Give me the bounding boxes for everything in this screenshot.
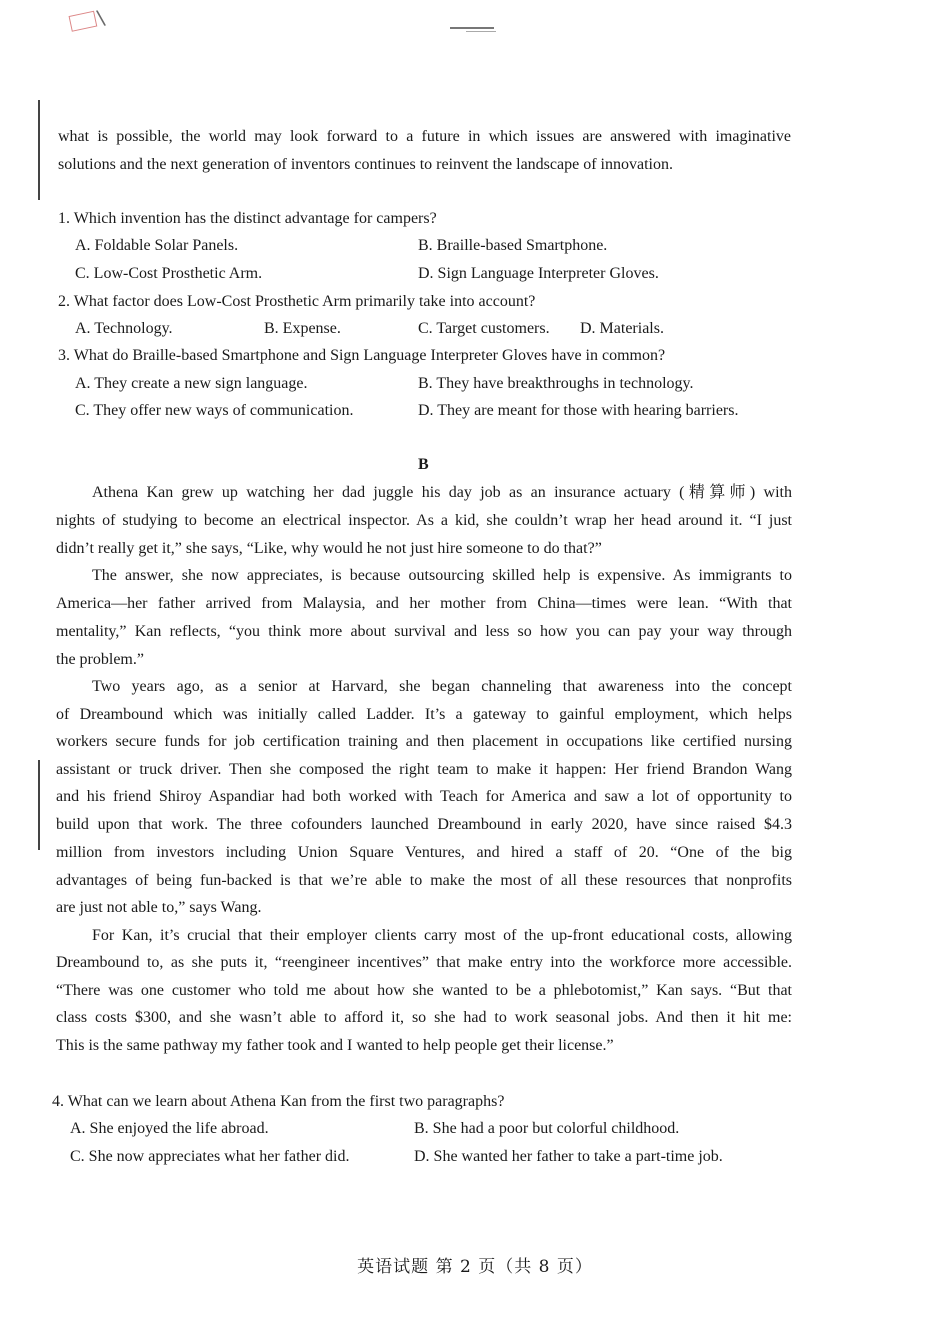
paragraph-line: For Kan, it’s crucial that their employer clients carry most of the up-front educational costs, allowing (92, 927, 792, 944)
paragraph-line: advantages of being fun-backed is that we’re able to make the most of all these resources that nonprofits (56, 872, 792, 889)
paragraph-line: Two years ago, as a senior at Harvard, she began channeling that awareness into the concept (92, 678, 792, 695)
answer-option: C. They offer new ways of communication. (75, 402, 354, 419)
top-mark (450, 27, 494, 29)
question-stem: 2. What factor does Low-Cost Prosthetic Arm primarily take into account? (58, 293, 536, 310)
paragraph-line: million from investors including Union Square Ventures, and hired a staff of 20. “One of the big (56, 844, 792, 861)
paragraph-line: nights of studying to become an electrical inspector. As a kid, she couldn’t wrap her head around it. “I just (56, 512, 792, 529)
answer-option: D. She wanted her father to take a part-time job. (414, 1148, 723, 1165)
answer-option: C. She now appreciates what her father did. (70, 1148, 350, 1165)
answer-option: B. They have breakthroughs in technology. (418, 375, 694, 392)
paragraph-line: America—her father arrived from Malaysia, and her mother from China—times were lean. “With that (56, 595, 792, 612)
answer-option: D. They are meant for those with hearing barriers. (418, 402, 739, 419)
paragraph-line: class costs $300, and she wasn’t able to afford it, so she had to work seasonal jobs. And then it hit me: (56, 1009, 792, 1026)
paragraph-line: workers secure funds for job certification training and then placement in occupations like certified nursing (56, 733, 792, 750)
paragraph-line: “There was one customer who told me about how she wanted to be a phlebotomist,” Kan says. “But that (56, 982, 792, 999)
answer-option: C. Low-Cost Prosthetic Arm. (75, 265, 263, 282)
answer-option: D. Materials. (580, 320, 664, 337)
margin-line (38, 100, 40, 200)
question-stem: 1. Which invention has the distinct advantage for campers? (58, 210, 437, 227)
section-title: B (418, 456, 429, 473)
question-stem: 4. What can we learn about Athena Kan from the first two paragraphs? (52, 1093, 505, 1110)
paragraph-line: and his friend Shiroy Aspandiar had both worked with Teach for America and saw a lot of opportunity to (56, 788, 792, 805)
paragraph-line: of Dreambound which was initially called Ladder. It’s a gateway to gainful employment, which helps (56, 706, 792, 723)
paragraph-line: build upon that work. The three cofounders launched Dreambound in early 2020, have since raised $4.3 (56, 816, 792, 833)
paragraph-line: Athena Kan grew up watching her dad juggle his day job as an insurance actuary (精算师) with (92, 484, 792, 501)
answer-option: A. Foldable Solar Panels. (75, 237, 239, 254)
answer-option: B. She had a poor but colorful childhood. (414, 1120, 680, 1137)
paragraph-line: assistant or truck driver. Then she composed the right team to make it happen: Her friend Brandon Wang (56, 761, 792, 778)
paragraph-line: didn’t really get it,” she says, “Like, why would he not just hire someone to do that?” (56, 540, 602, 557)
paragraph-line: mentality,” Kan reflects, “you think more about survival and less so how you can pay your way through (56, 623, 792, 640)
answer-option: B. Expense. (264, 320, 341, 337)
page-footer: 英语试题 第 2 页（共 8 页） (357, 1257, 593, 1277)
answer-option: D. Sign Language Interpreter Gloves. (418, 265, 659, 282)
answer-option: A. She enjoyed the life abroad. (70, 1120, 269, 1137)
intro-line: what is possible, the world may look forward to a future in which issues are answered with imaginative (58, 128, 791, 145)
paragraph-line: are just not able to,” says Wang. (56, 899, 262, 916)
paragraph-line: the problem.” (56, 651, 144, 668)
answer-option: A. Technology. (75, 320, 173, 337)
margin-line (38, 760, 40, 850)
answer-option: A. They create a new sign language. (75, 375, 308, 392)
paragraph-line: The answer, she now appreciates, is because outsourcing skilled help is expensive. As immigrants to (92, 567, 792, 584)
answer-option: C. Target customers. (418, 320, 550, 337)
answer-option: B. Braille-based Smartphone. (418, 237, 608, 254)
corner-stamp-icon: \ (66, 4, 112, 38)
paragraph-line: This is the same pathway my father took and I wanted to help people get their license.” (56, 1037, 614, 1054)
paragraph-line: Dreambound to, as she puts it, “reengineer incentives” that make entry into the workforce more accessible. (56, 954, 792, 971)
intro-line: solutions and the next generation of inventors continues to reinvent the landscape of innovation. (58, 156, 673, 173)
top-mark-2 (466, 31, 496, 32)
question-stem: 3. What do Braille-based Smartphone and Sign Language Interpreter Gloves have in common? (58, 347, 666, 364)
